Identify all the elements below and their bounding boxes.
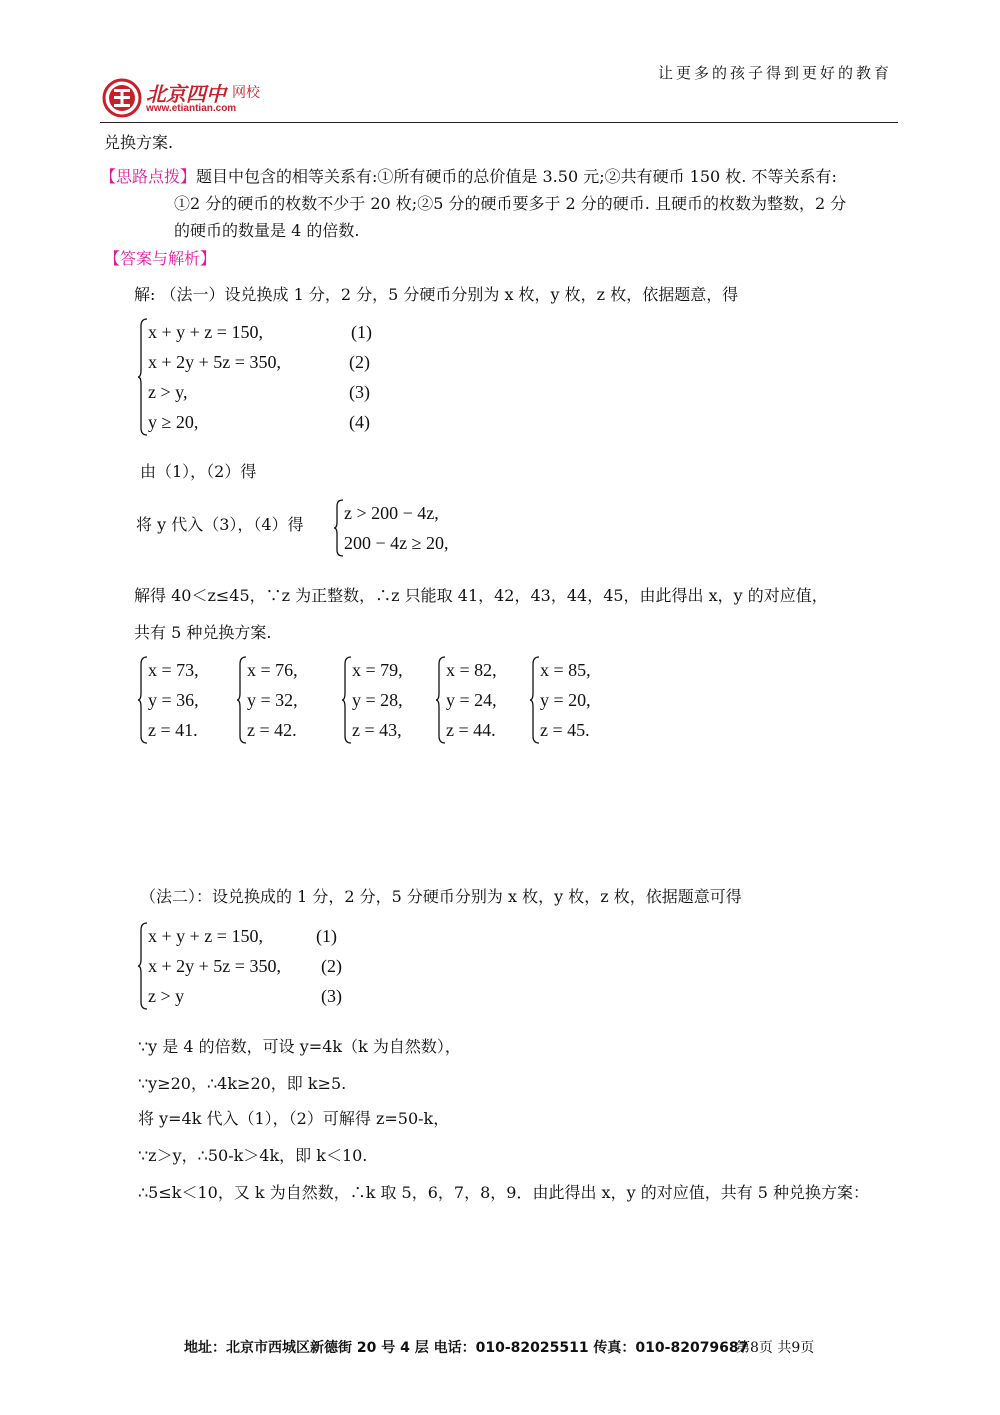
solution-2-x: x = 76, [247, 660, 298, 680]
brace-icon [342, 656, 352, 744]
solution-3 [342, 656, 432, 746]
method2-intro: （法二）：设兑换成的 1 分，2 分，5 分硬币分别为 x 枚，y 枚，z 枚，依据题意可得 [140, 887, 742, 906]
solution-4-x: x = 82, [446, 660, 497, 680]
solution-3-z: z = 43, [352, 720, 402, 740]
method1-system [138, 318, 398, 438]
method2-system [138, 922, 378, 1012]
method1-step4: 共有 5 种兑换方案. [134, 623, 272, 642]
brace-icon [138, 318, 148, 436]
solution-5-y: y = 20, [540, 690, 591, 710]
method1-eq-3: z > y, [148, 382, 188, 402]
brace-icon [436, 656, 446, 744]
method1-tag-4: (4) [349, 412, 370, 432]
logo-url: www.etiantian.com [146, 103, 237, 114]
method1-tag-3: (3) [349, 382, 370, 402]
solution-1-x: x = 73, [148, 660, 199, 680]
method1-step2-system [334, 499, 494, 559]
brace-icon [237, 656, 247, 744]
method1-eq-1: x + y + z = 150, [148, 322, 263, 342]
hint-line2: ①2 分的硬币的枚数不少于 20 枚;②5 分的硬币要多于 2 分的硬币. 且硬币的枚数为整数，2 分 [174, 194, 847, 213]
footer-page: 第8页 共9页 [736, 1340, 815, 1356]
logo-emblem-icon [102, 78, 142, 118]
method1-eq-2: x + 2y + 5z = 350, [148, 352, 281, 372]
method1-intro: 解: （法一）设兑换成 1 分，2 分，5 分硬币分别为 x 枚，y 枚，z 枚，依据题意，得 [134, 285, 739, 304]
brace-icon [334, 499, 344, 557]
method1-step2-text: 将 y 代入（3），（4）得 [136, 515, 304, 534]
method2-eq-2: x + 2y + 5z = 350, [148, 956, 281, 976]
answer-label: 【答案与解析】 [104, 249, 217, 268]
brace-icon [530, 656, 540, 744]
solution-1 [138, 656, 228, 746]
hint-label: 【思路点拨】 [100, 167, 197, 186]
solution-4-z: z = 44. [446, 720, 496, 740]
solution-2-y: y = 32, [247, 690, 298, 710]
solution-1-y: y = 36, [148, 690, 199, 710]
solution-5-x: x = 85, [540, 660, 591, 680]
solution-4 [436, 656, 526, 746]
method1-step1: 由（1），（2）得 [140, 462, 257, 481]
method2-line-3: 将 y=4k 代入（1），（2）可解得 z=50-k， [138, 1109, 450, 1128]
footer-address: 地址：北京市西城区新德街 20 号 4 层 电话：010-82025511 传真：010-82079687 [184, 1340, 749, 1356]
logo-name: 北京四中 [146, 82, 226, 106]
method2-eq-1: x + y + z = 150, [148, 926, 263, 946]
method2-line-4: ∵z＞y，∴50-k＞4k，即 k＜10. [138, 1146, 368, 1165]
method2-tag-3: (3) [321, 986, 342, 1006]
method1-tag-2: (2) [349, 352, 370, 372]
method1-eq-4: y ≥ 20, [148, 412, 199, 432]
intro-line: 兑换方案. [104, 133, 174, 152]
method1-tag-1: (1) [351, 322, 372, 342]
method2-tag-1: (1) [316, 926, 337, 946]
header-slogan: 让更多的孩子得到更好的教育 [658, 64, 893, 82]
logo [100, 76, 300, 120]
step2-eq-1: z > 200 − 4z, [344, 503, 439, 523]
solution-3-y: y = 28, [352, 690, 403, 710]
brace-icon [138, 656, 148, 744]
method2-tag-2: (2) [321, 956, 342, 976]
method2-eq-3: z > y [148, 986, 185, 1006]
logo-suffix: 网校 [232, 85, 260, 101]
method2-line-2: ∵y≥20，∴4k≥20，即 k≥5. [138, 1074, 347, 1093]
solution-5-z: z = 45. [540, 720, 590, 740]
hint-line3: 的硬币的数量是 4 的倍数. [174, 221, 360, 240]
brace-icon [138, 922, 148, 1010]
method2-line-5: ∴5≤k＜10，又 k 为自然数，∴k 取 5，6，7，8，9．由此得出 x，y 的对应值，共有 5 种兑换方案： [138, 1183, 870, 1202]
solution-2-z: z = 42. [247, 720, 297, 740]
header-divider [100, 122, 898, 123]
solution-5 [530, 656, 620, 746]
method1-step3: 解得 40＜z≤45，∵z 为正整数，∴z 只能取 41，42，43，44，45，由此得出 x，y 的对应值， [134, 586, 828, 605]
solution-3-x: x = 79, [352, 660, 403, 680]
hint-line1: 题目中包含的相等关系有:①所有硬币的总价值是 3.50 元;②共有硬币 150 枚. 不等关系有: [196, 167, 837, 186]
step2-eq-2: 200 − 4z ≥ 20, [344, 533, 449, 553]
hint-block [100, 164, 837, 187]
method2-line-1: ∵y 是 4 的倍数，可设 y=4k（k 为自然数）， [138, 1037, 461, 1056]
solution-1-z: z = 41. [148, 720, 198, 740]
solution-2 [237, 656, 327, 746]
solution-4-y: y = 24, [446, 690, 497, 710]
